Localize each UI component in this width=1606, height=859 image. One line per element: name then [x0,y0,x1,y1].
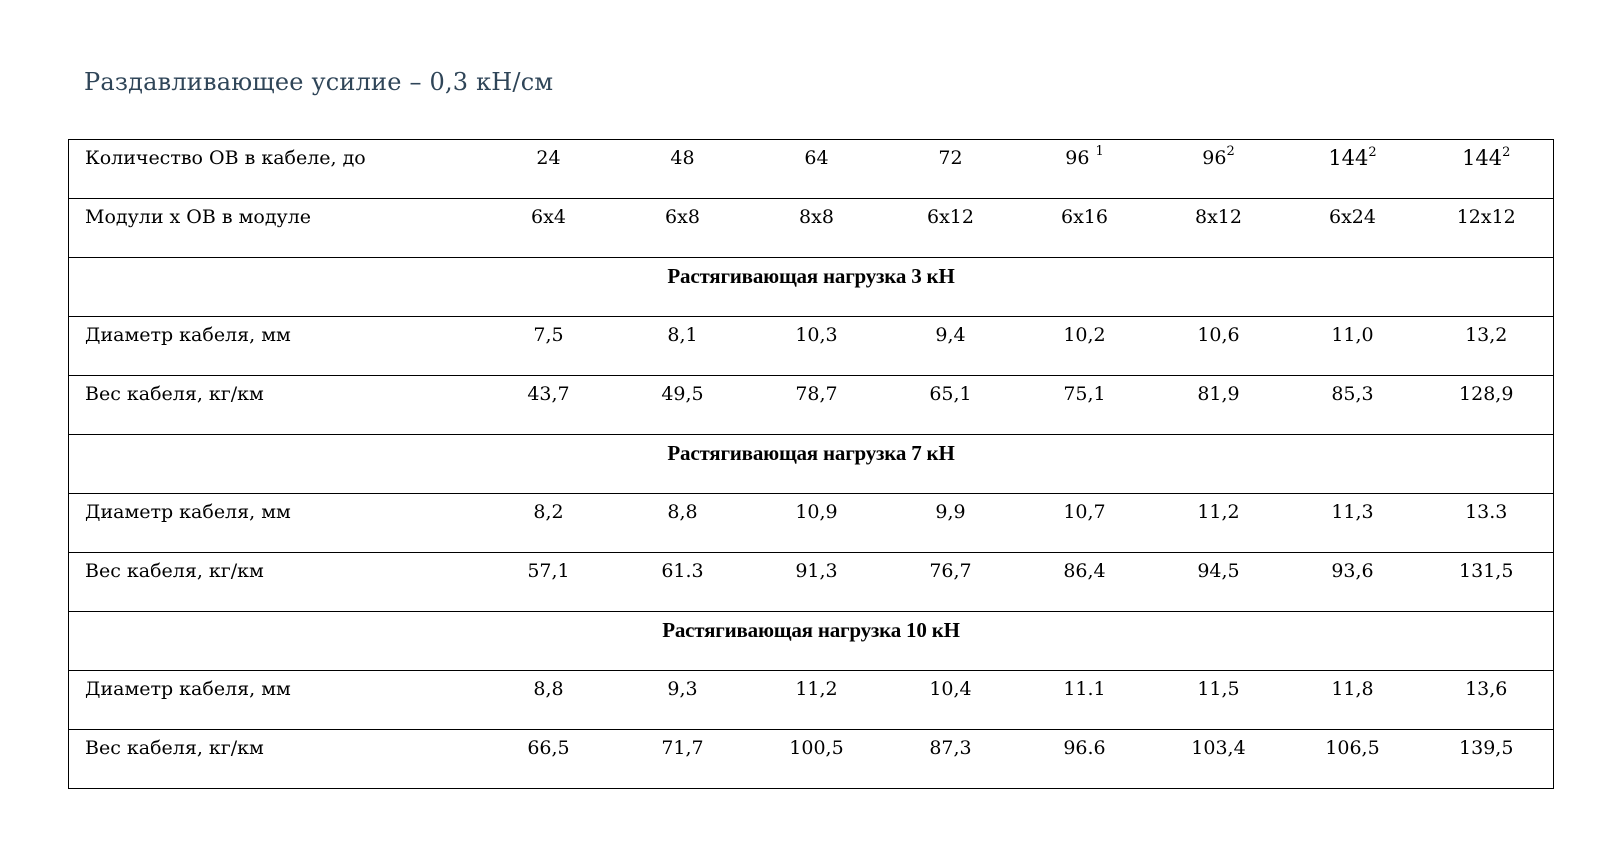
fiber-count-row [69,140,1554,199]
section-title: Растягивающая нагрузка 10 кН [69,612,1554,671]
weight-label: Вес кабеля, кг/км [69,553,482,612]
diameter-label: Диаметр кабеля, мм [69,671,482,730]
diameter-cell: 9,9 [884,494,1018,553]
diameter-cell: 8,1 [616,317,750,376]
fiber-count-cell: 96 $^1$ [1018,140,1152,199]
modules-cell: 6х12 [884,199,1018,258]
weight-cell: 76,7 [884,553,1018,612]
fiber-count-label: Количество ОВ в кабеле, до [69,140,482,199]
weight-cell: 94,5 [1152,553,1286,612]
diameter-cell: 7,5 [482,317,616,376]
diameter-row [69,671,1554,730]
modules-cell: 8х8 [750,199,884,258]
modules-row [69,199,1554,258]
section-header-10kn [69,612,1554,671]
fiber-count-cell: $144^2$ [1420,140,1554,199]
diameter-cell: 10,2 [1018,317,1152,376]
weight-cell: 96.6 [1018,730,1152,789]
weight-cell: 128,9 [1420,376,1554,435]
diameter-row [69,494,1554,553]
fiber-count-cell: 48 [616,140,750,199]
diameter-cell: 11,0 [1286,317,1420,376]
fiber-count-cell: 64 [750,140,884,199]
diameter-cell: 10,7 [1018,494,1152,553]
weight-cell: 93,6 [1286,553,1420,612]
weight-cell: 71,7 [616,730,750,789]
fiber-count-cell: 72 [884,140,1018,199]
diameter-cell: 10,4 [884,671,1018,730]
weight-cell: 78,7 [750,376,884,435]
fiber-count-cell: $144^2$ [1286,140,1420,199]
diameter-cell: 11,3 [1286,494,1420,553]
weight-cell: 43,7 [482,376,616,435]
section-header-3kn [69,258,1554,317]
weight-cell: 57,1 [482,553,616,612]
weight-cell: 81,9 [1152,376,1286,435]
diameter-cell: 9,3 [616,671,750,730]
weight-cell: 75,1 [1018,376,1152,435]
weight-cell: 106,5 [1286,730,1420,789]
diameter-row [69,317,1554,376]
weight-cell: 61.3 [616,553,750,612]
modules-cell: 8х12 [1152,199,1286,258]
section-title: Растягивающая нагрузка 3 кН [69,258,1554,317]
modules-label: Модули х ОВ в модуле [69,199,482,258]
diameter-cell: 10,3 [750,317,884,376]
diameter-cell: 8,2 [482,494,616,553]
fiber-count-cell: $96^2$ [1152,140,1286,199]
diameter-cell: 11,2 [1152,494,1286,553]
weight-row [69,553,1554,612]
diameter-cell: 9,4 [884,317,1018,376]
weight-row [69,376,1554,435]
modules-cell: 6х8 [616,199,750,258]
weight-cell: 103,4 [1152,730,1286,789]
diameter-cell: 8,8 [482,671,616,730]
weight-cell: 66,5 [482,730,616,789]
modules-cell: 6х16 [1018,199,1152,258]
diameter-label: Диаметр кабеля, мм [69,494,482,553]
weight-cell: 91,3 [750,553,884,612]
modules-cell: 6х4 [482,199,616,258]
diameter-cell: 11,5 [1152,671,1286,730]
document-title: Раздавливающее усилие – 0,3 кН/см [84,68,554,96]
diameter-cell: 8,8 [616,494,750,553]
weight-label: Вес кабеля, кг/км [69,376,482,435]
diameter-cell: 11,2 [750,671,884,730]
weight-row [69,730,1554,789]
fiber-count-cell: 24 [482,140,616,199]
weight-cell: 65,1 [884,376,1018,435]
diameter-cell: 11.1 [1018,671,1152,730]
diameter-cell: 11,8 [1286,671,1420,730]
diameter-cell: 13.3 [1420,494,1554,553]
weight-cell: 85,3 [1286,376,1420,435]
weight-cell: 100,5 [750,730,884,789]
modules-cell: 12х12 [1420,199,1554,258]
cable-spec-table [68,139,1554,789]
diameter-cell: 13,6 [1420,671,1554,730]
diameter-cell: 13,2 [1420,317,1554,376]
diameter-label: Диаметр кабеля, мм [69,317,482,376]
weight-cell: 87,3 [884,730,1018,789]
weight-cell: 86,4 [1018,553,1152,612]
weight-cell: 131,5 [1420,553,1554,612]
section-title: Растягивающая нагрузка 7 кН [69,435,1554,494]
weight-label: Вес кабеля, кг/км [69,730,482,789]
modules-cell: 6х24 [1286,199,1420,258]
weight-cell: 49,5 [616,376,750,435]
diameter-cell: 10,9 [750,494,884,553]
weight-cell: 139,5 [1420,730,1554,789]
diameter-cell: 10,6 [1152,317,1286,376]
section-header-7kn [69,435,1554,494]
